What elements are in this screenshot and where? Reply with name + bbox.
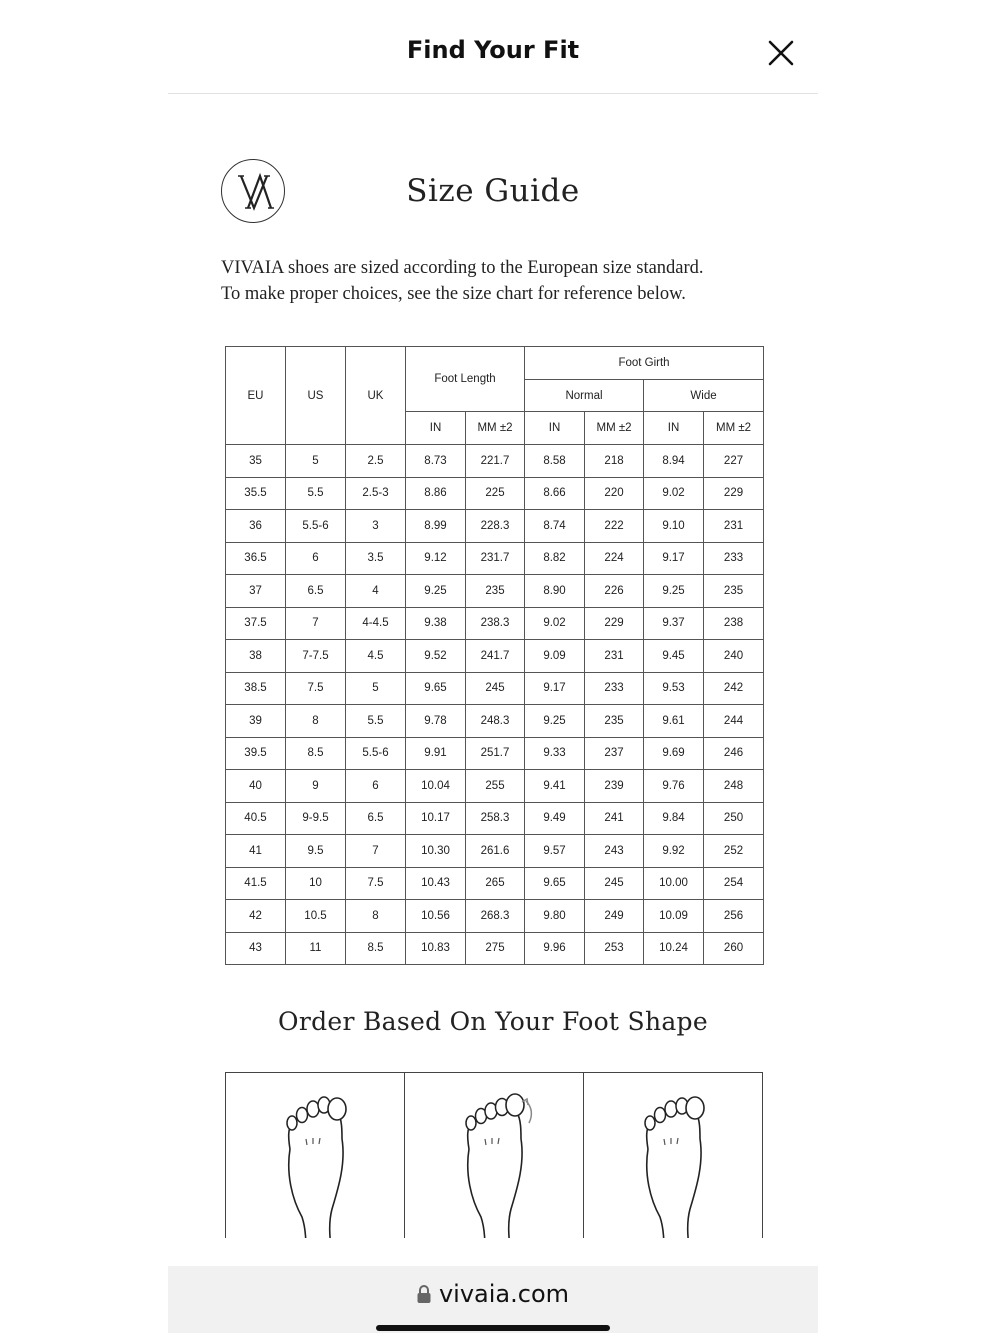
cell-normal-mm: 253 (585, 932, 644, 965)
cell-length-mm: 268.3 (466, 900, 525, 933)
cell-length-in: 9.52 (406, 640, 466, 673)
cell-length-in: 10.30 (406, 835, 466, 868)
column-header-uk: UK (346, 347, 406, 445)
cell-normal-mm: 226 (585, 575, 644, 608)
intro-line: VIVAIA shoes are sized according to the European size standard. (221, 258, 704, 278)
cell-normal-in: 9.41 (525, 770, 585, 803)
cell-normal-in: 9.17 (525, 672, 585, 705)
cell-eu: 41.5 (226, 867, 286, 900)
cell-uk: 5 (346, 672, 406, 705)
cell-normal-mm: 239 (585, 770, 644, 803)
cell-normal-in: 9.25 (525, 705, 585, 738)
column-group-wide: Wide (644, 380, 764, 412)
table-row (226, 477, 764, 510)
cell-us: 5.5 (286, 477, 346, 510)
cell-wide-in: 9.17 (644, 542, 704, 575)
foot-shape-title: Order Based On Your Foot Shape (278, 1007, 708, 1036)
cell-wide-mm: 233 (704, 542, 764, 575)
cell-wide-in: 10.24 (644, 932, 704, 965)
column-header-us: US (286, 347, 346, 445)
column-header-in: IN (644, 412, 704, 445)
foot-shape-icon (276, 1089, 356, 1238)
cell-length-in: 9.65 (406, 672, 466, 705)
cell-us: 9.5 (286, 835, 346, 868)
cell-eu: 40 (226, 770, 286, 803)
cell-wide-in: 10.09 (644, 900, 704, 933)
cell-eu: 36.5 (226, 542, 286, 575)
cell-length-mm: 221.7 (466, 445, 525, 478)
cell-us: 10 (286, 867, 346, 900)
cell-wide-in: 9.37 (644, 607, 704, 640)
cell-length-mm: 255 (466, 770, 525, 803)
cell-uk: 6.5 (346, 802, 406, 835)
cell-eu: 36 (226, 510, 286, 543)
cell-length-mm: 275 (466, 932, 525, 965)
table-row (226, 802, 764, 835)
cell-wide-in: 8.94 (644, 445, 704, 478)
cell-us: 11 (286, 932, 346, 965)
cell-wide-mm: 242 (704, 672, 764, 705)
cell-length-in: 10.04 (406, 770, 466, 803)
column-header-mm: MM ±2 (466, 412, 525, 445)
cell-normal-in: 9.57 (525, 835, 585, 868)
cell-length-mm: 258.3 (466, 802, 525, 835)
cell-wide-mm: 229 (704, 477, 764, 510)
size-chart-table (225, 346, 764, 965)
foot-shape-options (225, 1072, 763, 1238)
modal-title: Find Your Fit (406, 36, 580, 64)
cell-length-in: 9.78 (406, 705, 466, 738)
cell-normal-mm: 231 (585, 640, 644, 673)
cell-wide-in: 9.92 (644, 835, 704, 868)
cell-uk: 7 (346, 835, 406, 868)
cell-normal-in: 8.82 (525, 542, 585, 575)
foot-shape-option[interactable] (405, 1073, 584, 1238)
cell-normal-mm: 222 (585, 510, 644, 543)
cell-eu: 43 (226, 932, 286, 965)
size-guide-title: Size Guide (406, 173, 580, 209)
cell-normal-in: 9.33 (525, 737, 585, 770)
cell-eu: 40.5 (226, 802, 286, 835)
cell-wide-mm: 260 (704, 932, 764, 965)
table-row (226, 575, 764, 608)
cell-uk: 2.5-3 (346, 477, 406, 510)
cell-uk: 6 (346, 770, 406, 803)
cell-us: 8 (286, 705, 346, 738)
close-icon[interactable] (766, 38, 796, 68)
cell-wide-in: 9.61 (644, 705, 704, 738)
column-header-mm: MM ±2 (704, 412, 764, 445)
cell-normal-mm: 235 (585, 705, 644, 738)
table-row (226, 705, 764, 738)
intro-line: To make proper choices, see the size chart for reference below. (221, 284, 686, 304)
cell-wide-in: 9.25 (644, 575, 704, 608)
cell-wide-in: 9.10 (644, 510, 704, 543)
cell-normal-mm: 220 (585, 477, 644, 510)
cell-wide-mm: 250 (704, 802, 764, 835)
cell-length-mm: 261.6 (466, 835, 525, 868)
cell-length-mm: 225 (466, 477, 525, 510)
size-guide-intro (221, 255, 781, 307)
column-header-eu: EU (226, 347, 286, 445)
cell-us: 6.5 (286, 575, 346, 608)
cell-wide-mm: 248 (704, 770, 764, 803)
cell-uk: 3 (346, 510, 406, 543)
cell-uk: 5.5 (346, 705, 406, 738)
cell-us: 7 (286, 607, 346, 640)
cell-eu: 35 (226, 445, 286, 478)
cell-normal-mm: 243 (585, 835, 644, 868)
cell-uk: 3.5 (346, 542, 406, 575)
column-header-in: IN (525, 412, 585, 445)
column-group-normal: Normal (525, 380, 644, 412)
cell-normal-mm: 237 (585, 737, 644, 770)
cell-length-mm: 241.7 (466, 640, 525, 673)
table-row (226, 672, 764, 705)
cell-normal-in: 9.02 (525, 607, 585, 640)
foot-shape-arrow-icon (455, 1089, 535, 1238)
table-row (226, 445, 764, 478)
cell-uk: 4.5 (346, 640, 406, 673)
cell-normal-mm: 218 (585, 445, 644, 478)
cell-wide-in: 9.69 (644, 737, 704, 770)
table-row (226, 737, 764, 770)
url-display[interactable] (168, 1280, 818, 1310)
table-row (226, 835, 764, 868)
cell-wide-mm: 246 (704, 737, 764, 770)
cell-eu: 38 (226, 640, 286, 673)
cell-wide-mm: 231 (704, 510, 764, 543)
cell-wide-in: 9.02 (644, 477, 704, 510)
cell-us: 8.5 (286, 737, 346, 770)
cell-uk: 2.5 (346, 445, 406, 478)
table-row (226, 542, 764, 575)
cell-uk: 8 (346, 900, 406, 933)
cell-normal-in: 8.58 (525, 445, 585, 478)
foot-shape-option[interactable] (226, 1073, 405, 1238)
table-row (226, 932, 764, 965)
cell-wide-mm: 240 (704, 640, 764, 673)
cell-wide-mm: 252 (704, 835, 764, 868)
cell-normal-in: 9.65 (525, 867, 585, 900)
cell-us: 7.5 (286, 672, 346, 705)
cell-length-in: 8.86 (406, 477, 466, 510)
cell-length-in: 8.73 (406, 445, 466, 478)
lock-icon (417, 1282, 431, 1310)
cell-normal-in: 8.66 (525, 477, 585, 510)
cell-length-mm: 265 (466, 867, 525, 900)
cell-us: 10.5 (286, 900, 346, 933)
table-row (226, 607, 764, 640)
cell-eu: 41 (226, 835, 286, 868)
column-group-foot-girth: Foot Girth (525, 347, 764, 380)
cell-wide-mm: 244 (704, 705, 764, 738)
cell-length-mm: 245 (466, 672, 525, 705)
cell-normal-in: 9.96 (525, 932, 585, 965)
cell-us: 6 (286, 542, 346, 575)
cell-length-in: 9.38 (406, 607, 466, 640)
cell-normal-in: 8.90 (525, 575, 585, 608)
cell-eu: 39 (226, 705, 286, 738)
cell-length-mm: 231.7 (466, 542, 525, 575)
cell-eu: 35.5 (226, 477, 286, 510)
cell-length-mm: 248.3 (466, 705, 525, 738)
size-guide-content[interactable] (168, 95, 818, 1238)
cell-length-in: 8.99 (406, 510, 466, 543)
cell-wide-in: 10.00 (644, 867, 704, 900)
cell-length-in: 10.83 (406, 932, 466, 965)
cell-normal-in: 9.09 (525, 640, 585, 673)
cell-normal-in: 8.74 (525, 510, 585, 543)
column-header-in: IN (406, 412, 466, 445)
cell-length-in: 10.43 (406, 867, 466, 900)
cell-uk: 7.5 (346, 867, 406, 900)
table-row (226, 900, 764, 933)
foot-shape-option[interactable] (584, 1073, 763, 1238)
cell-length-mm: 238.3 (466, 607, 525, 640)
cell-normal-mm: 241 (585, 802, 644, 835)
foot-shape-icon (634, 1089, 714, 1238)
cell-wide-mm: 238 (704, 607, 764, 640)
cell-us: 7-7.5 (286, 640, 346, 673)
cell-wide-mm: 227 (704, 445, 764, 478)
table-row (226, 640, 764, 673)
column-group-foot-length: Foot Length (406, 347, 525, 412)
cell-us: 5 (286, 445, 346, 478)
cell-normal-mm: 249 (585, 900, 644, 933)
column-header-mm: MM ±2 (585, 412, 644, 445)
cell-wide-mm: 254 (704, 867, 764, 900)
cell-length-in: 9.91 (406, 737, 466, 770)
cell-eu: 38.5 (226, 672, 286, 705)
cell-wide-mm: 235 (704, 575, 764, 608)
cell-normal-mm: 233 (585, 672, 644, 705)
cell-wide-mm: 256 (704, 900, 764, 933)
cell-eu: 42 (226, 900, 286, 933)
cell-uk: 5.5-6 (346, 737, 406, 770)
cell-wide-in: 9.45 (644, 640, 704, 673)
cell-uk: 4-4.5 (346, 607, 406, 640)
cell-normal-mm: 229 (585, 607, 644, 640)
cell-us: 5.5-6 (286, 510, 346, 543)
cell-length-mm: 251.7 (466, 737, 525, 770)
cell-length-in: 9.12 (406, 542, 466, 575)
table-row (226, 867, 764, 900)
table-row (226, 770, 764, 803)
cell-length-mm: 235 (466, 575, 525, 608)
cell-normal-mm: 245 (585, 867, 644, 900)
cell-us: 9-9.5 (286, 802, 346, 835)
cell-wide-in: 9.53 (644, 672, 704, 705)
cell-eu: 37 (226, 575, 286, 608)
cell-uk: 4 (346, 575, 406, 608)
cell-eu: 37.5 (226, 607, 286, 640)
cell-eu: 39.5 (226, 737, 286, 770)
cell-length-in: 10.56 (406, 900, 466, 933)
cell-wide-in: 9.84 (644, 802, 704, 835)
url-text: vivaia.com (438, 1280, 570, 1308)
cell-normal-in: 9.49 (525, 802, 585, 835)
size-chart-body (226, 445, 764, 965)
cell-normal-in: 9.80 (525, 900, 585, 933)
browser-address-bar[interactable] (168, 1266, 818, 1333)
cell-normal-mm: 224 (585, 542, 644, 575)
cell-wide-in: 9.76 (644, 770, 704, 803)
cell-uk: 8.5 (346, 932, 406, 965)
home-indicator[interactable] (376, 1325, 610, 1331)
cell-length-in: 10.17 (406, 802, 466, 835)
table-row (226, 510, 764, 543)
cell-length-mm: 228.3 (466, 510, 525, 543)
modal-header (168, 0, 818, 94)
cell-us: 9 (286, 770, 346, 803)
cell-length-in: 9.25 (406, 575, 466, 608)
